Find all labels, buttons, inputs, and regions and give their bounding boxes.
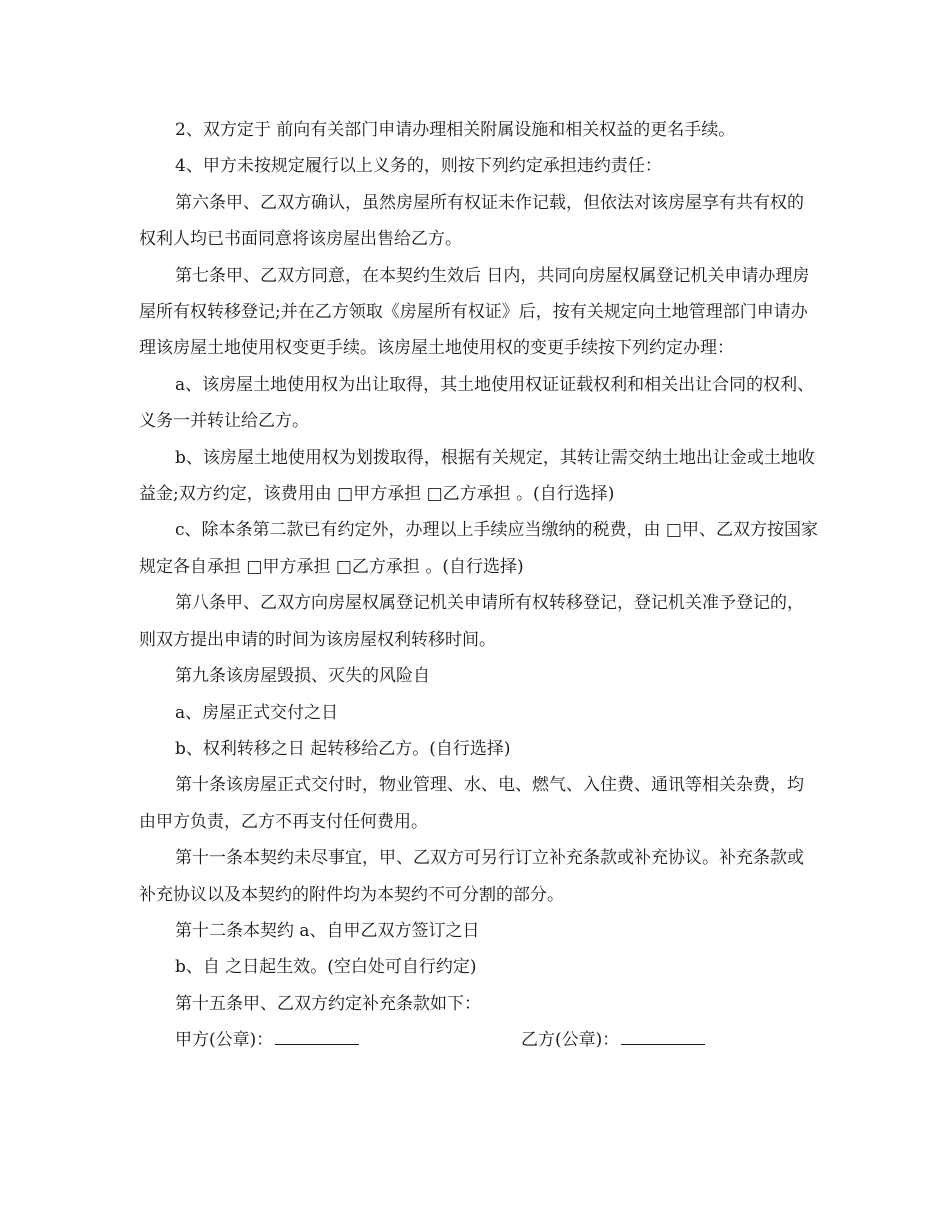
paragraph-article-9-item-a: a、房屋正式交付之日 — [175, 702, 339, 723]
party-b-signature — [521, 1022, 705, 1058]
paragraph-article-12: 第十二条本契约 a、自甲乙双方签订之日 — [175, 920, 480, 941]
paragraph-article-9-item-b: b、权利转移之日 起转移给乙方。(自行选择) — [175, 738, 511, 759]
paragraph-article-15: 第十五条甲、乙双方约定补充条款如下： — [175, 993, 481, 1014]
party-b-label: 乙方(公章)： — [521, 1030, 620, 1051]
party-a-label: 甲方(公章)： — [175, 1030, 274, 1051]
paragraph-renaming-procedures: 2、双方定于 前向有关部门申请办理相关附属设施和相关权益的更名手续。 — [175, 120, 736, 140]
paragraph-article-12-item-b: b、自 之日起生效。(空白处可自行约定) — [175, 957, 477, 978]
paragraph-article-6: 第六条甲、乙双方确认，虽然房屋所有权证未作记载，但依法对该房屋享有共有权的权利人均已书面同意将该房屋出售给乙方。 — [139, 192, 804, 250]
signature-row — [139, 1022, 819, 1058]
paragraph-article-7: 第七条甲、乙双方同意，在本契约生效后 日内，共同向房屋权属登记机关申请办理房屋所有权转移登记;并在乙方领取《房屋所有权证》后，按有关规定向土地管理部门申请办理该房屋土地使用权变更手续。该房屋土地使用权的变更手续按下列约定办理： — [139, 265, 810, 359]
paragraph-article-7-item-c: c、除本条第二款已有约定外，办理以上手续应当缴纳的税费，由 □甲、乙双方按国家规定各自承担 □甲方承担 □乙方承担 。(自行选择) — [139, 520, 818, 577]
paragraph-article-8: 第八条甲、乙双方向房屋权属登记机关申请所有权转移登记，登记机关准予登记的，则双方提出申请的时间为该房屋权利转移时间。 — [139, 593, 804, 650]
paragraph-article-7-item-a: a、该房屋土地使用权为出让取得，其土地使用权证证载权利和相关出让合同的权利、义务一并转让给乙方。 — [139, 374, 815, 432]
party-b-signature-blank — [621, 1026, 705, 1045]
party-a-signature-blank — [275, 1026, 359, 1045]
paragraph-breach-liability: 4、甲方未按规定履行以上义务的，则按下列约定承担违约责任： — [175, 156, 662, 177]
paragraph-article-10: 第十条该房屋正式交付时，物业管理、水、电、燃气、入住费、通讯等相关杂费，均由甲方负责，乙方不再支付任何费用。 — [139, 775, 804, 832]
document-body — [139, 112, 819, 1058]
paragraph-article-7-item-b: b、该房屋土地使用权为划拨取得，根据有关规定，其转让需交纳土地出让金或土地收益金;双方约定，该费用由 □甲方承担 □乙方承担 。(自行选择) — [139, 447, 815, 505]
paragraph-article-11: 第十一条本契约未尽事宜，甲、乙双方可另行订立补充条款或补充协议。补充条款或补充协议以及本契约的附件均为本契约不可分割的部分。 — [139, 848, 804, 905]
party-a-signature — [175, 1022, 359, 1058]
paragraph-article-9: 第九条该房屋毁损、灭失的风险自 — [175, 666, 430, 687]
